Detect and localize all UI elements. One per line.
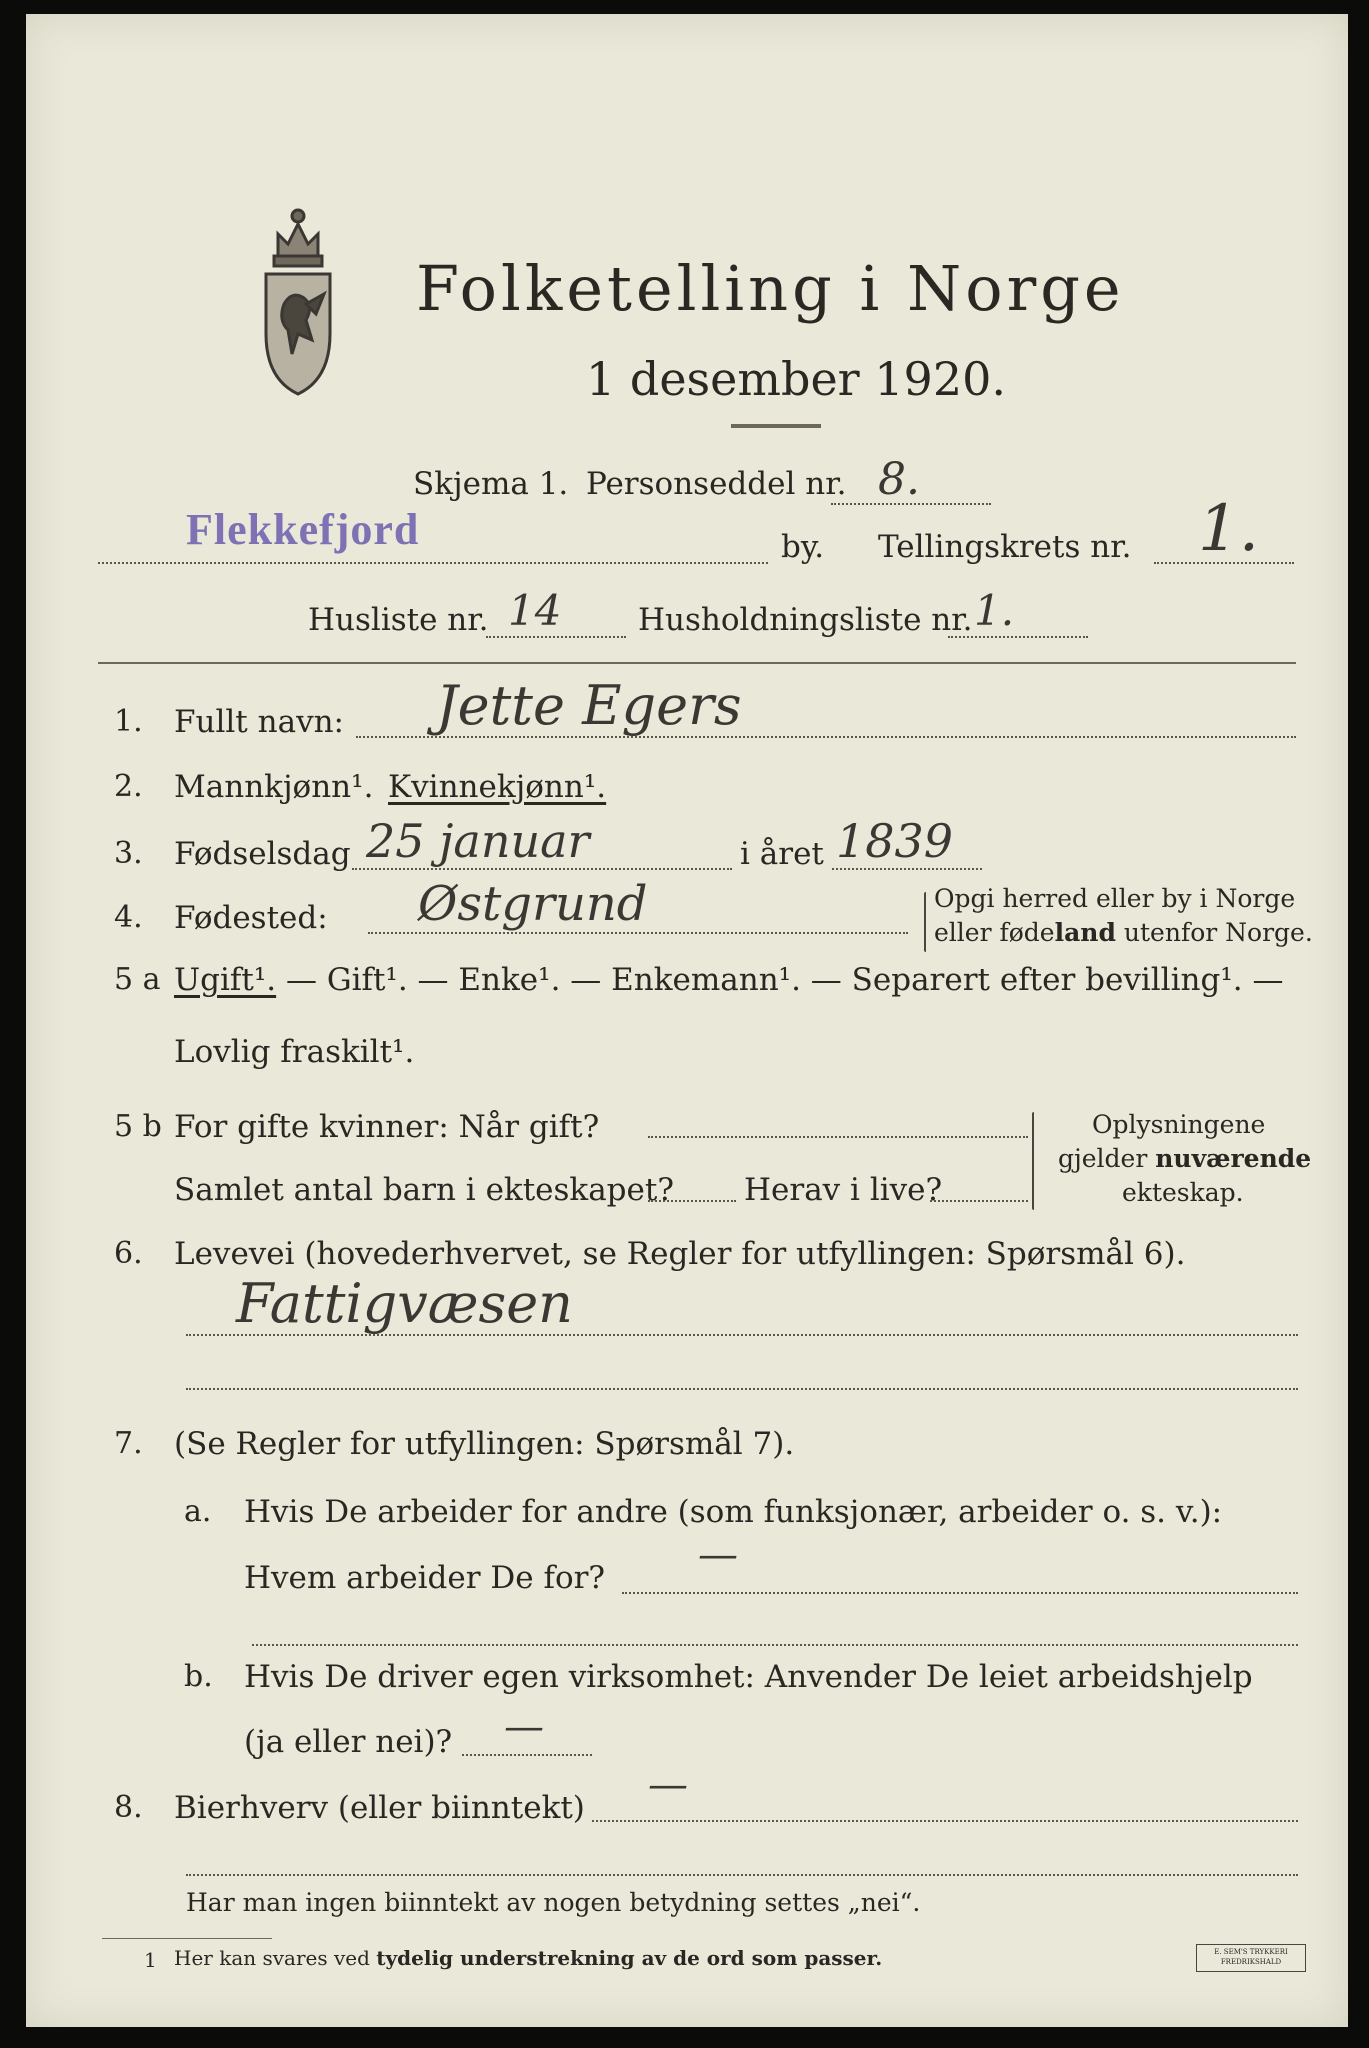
q5a-line2: Lovlig fraskilt¹. <box>174 1034 415 1070</box>
q3-label: Fødselsdag <box>174 836 351 872</box>
q3-year-value: 1839 <box>836 814 954 868</box>
q5a-ugift: Ugift¹. <box>174 962 277 998</box>
q6-line2 <box>186 1388 1298 1390</box>
municipality-stamp: Flekkefjord <box>186 505 420 554</box>
q1-number: 1. <box>114 704 143 739</box>
tellingskrets-value: 1. <box>1198 492 1260 566</box>
q7a-line2 <box>252 1644 1298 1646</box>
footnote-text <box>174 1946 882 1970</box>
q6-value: Fattigvæsen <box>236 1272 573 1335</box>
q3-year-line <box>832 868 982 870</box>
q3-number: 3. <box>114 836 143 871</box>
personseddel-label: Personseddel nr. <box>586 466 847 502</box>
q5b-alive-line <box>930 1200 1028 1202</box>
q5b-note-brace <box>1032 1112 1034 1210</box>
printer-mark-line2: FREDRIKSHALD <box>1220 1958 1282 1966</box>
city-line <box>98 562 768 564</box>
header-divider <box>98 662 1296 664</box>
q7b-text2: (ja eller nei)? <box>244 1724 453 1760</box>
q5b-children-line <box>648 1200 736 1202</box>
footer-note: Har man ingen biinntekt av nogen betydning settes „nei“. <box>186 1888 921 1917</box>
footnote-number: 1 <box>144 1948 157 1972</box>
q7-number: 7. <box>114 1426 143 1461</box>
form-title: Folketelling i Norge <box>416 252 1125 325</box>
q7a-text2: Hvem arbeider De for? <box>244 1560 606 1596</box>
footnote-divider <box>102 1938 272 1939</box>
q3-year-label: i året <box>740 836 824 872</box>
q7a-value: — <box>698 1532 738 1578</box>
husliste-label: Husliste nr. <box>308 602 489 638</box>
printer-mark <box>1196 1944 1306 1972</box>
q8-number: 8. <box>114 1790 143 1825</box>
q7a-number: a. <box>184 1494 212 1529</box>
q5b-note-line2b: nuværende <box>1155 1144 1312 1173</box>
norway-coat-of-arms-icon <box>248 194 348 404</box>
q7-label: (Se Regler for utfyllingen: Spørsmål 7). <box>174 1426 795 1462</box>
q5b-note-line2a: gjelder <box>1058 1144 1156 1173</box>
schema-label: Skjema 1. <box>413 466 569 502</box>
husholdning-label: Husholdningsliste nr. <box>638 602 973 638</box>
title-divider <box>731 424 821 428</box>
q7b-text: Hvis De driver egen virksomhet: Anvender De leiet arbeidshjelp <box>244 1659 1253 1695</box>
q6-number: 6. <box>114 1236 143 1271</box>
q8-value: — <box>648 1762 688 1808</box>
q8-line2 <box>186 1874 1298 1876</box>
q1-value: Jette Egers <box>436 674 742 737</box>
q4-note-line2b: land <box>1054 918 1116 947</box>
q4-note-line2 <box>934 918 1313 947</box>
husliste-value: 14 <box>508 586 562 635</box>
q7b-number: b. <box>184 1659 213 1694</box>
q6-line1 <box>186 1334 1298 1336</box>
husholdning-value: 1. <box>974 586 1015 635</box>
q5b-when-married-line <box>648 1136 1028 1138</box>
footnote-text-a: Her kan svares ved <box>174 1946 377 1970</box>
q6-label: Levevei (hovederhvervet, se Regler for utfyllingen: Spørsmål 6). <box>174 1236 1186 1272</box>
q4-note-line1: Opgi herred eller by i Norge <box>934 884 1296 913</box>
q1-label: Fullt navn: <box>174 704 344 740</box>
q8-label: Bierhverv (eller biinntekt) <box>174 1790 585 1826</box>
q4-line <box>368 932 908 934</box>
printer-mark-line1: E. SEM'S TRYKKERI <box>1214 1948 1288 1956</box>
q3-line <box>352 868 732 870</box>
q4-number: 4. <box>114 900 143 935</box>
q5a-number: 5 a <box>114 962 161 997</box>
q5b-when-married: For gifte kvinner: Når gift? <box>174 1109 600 1145</box>
q2-male: Mannkjønn¹. <box>174 769 374 805</box>
q4-value: Østgrund <box>418 876 648 932</box>
husholdning-line <box>948 636 1088 638</box>
tellingskrets-label: Tellingskrets nr. <box>878 529 1132 565</box>
q5b-alive: Herav i live? <box>744 1172 943 1208</box>
q8-line <box>592 1820 1298 1822</box>
q7a-line <box>622 1592 1298 1594</box>
q4-note-line2c: utenfor Norge. <box>1115 918 1313 947</box>
q5a-options <box>174 962 1283 998</box>
q4-note-line2a: eller føde <box>934 918 1055 947</box>
q7b-line <box>462 1754 592 1756</box>
q2-female: Kvinnekjønn¹. <box>388 769 607 805</box>
q7a-text: Hvis De arbeider for andre (som funksjonær, arbeider o. s. v.): <box>244 1494 1223 1530</box>
q5b-number: 5 b <box>114 1109 162 1144</box>
census-date: 1 desember 1920. <box>586 352 1006 406</box>
q5b-note-line2 <box>1058 1144 1311 1173</box>
q5b-note-line1: Oplysningene <box>1092 1110 1266 1139</box>
q4-label: Fødested: <box>174 900 328 936</box>
census-form-sheet <box>26 14 1348 2027</box>
footnote-text-b: tydelig understrekning av de ord som passer. <box>376 1946 883 1970</box>
q3-value: 25 januar <box>366 814 590 868</box>
q7b-value: — <box>504 1704 544 1750</box>
by-label: by. <box>781 529 825 565</box>
q5b-children: Samlet antal barn i ekteskapet? <box>174 1172 674 1208</box>
husliste-line <box>486 636 626 638</box>
q4-note-brace <box>924 892 926 952</box>
q5b-note-line3: ekteskap. <box>1122 1178 1244 1207</box>
personseddel-value: 8. <box>878 454 920 505</box>
q5a-other-options: — Gift¹. — Enke¹. — Enkemann¹. — Separert efter bevilling¹. — <box>276 962 1284 998</box>
q2-number: 2. <box>114 769 143 804</box>
